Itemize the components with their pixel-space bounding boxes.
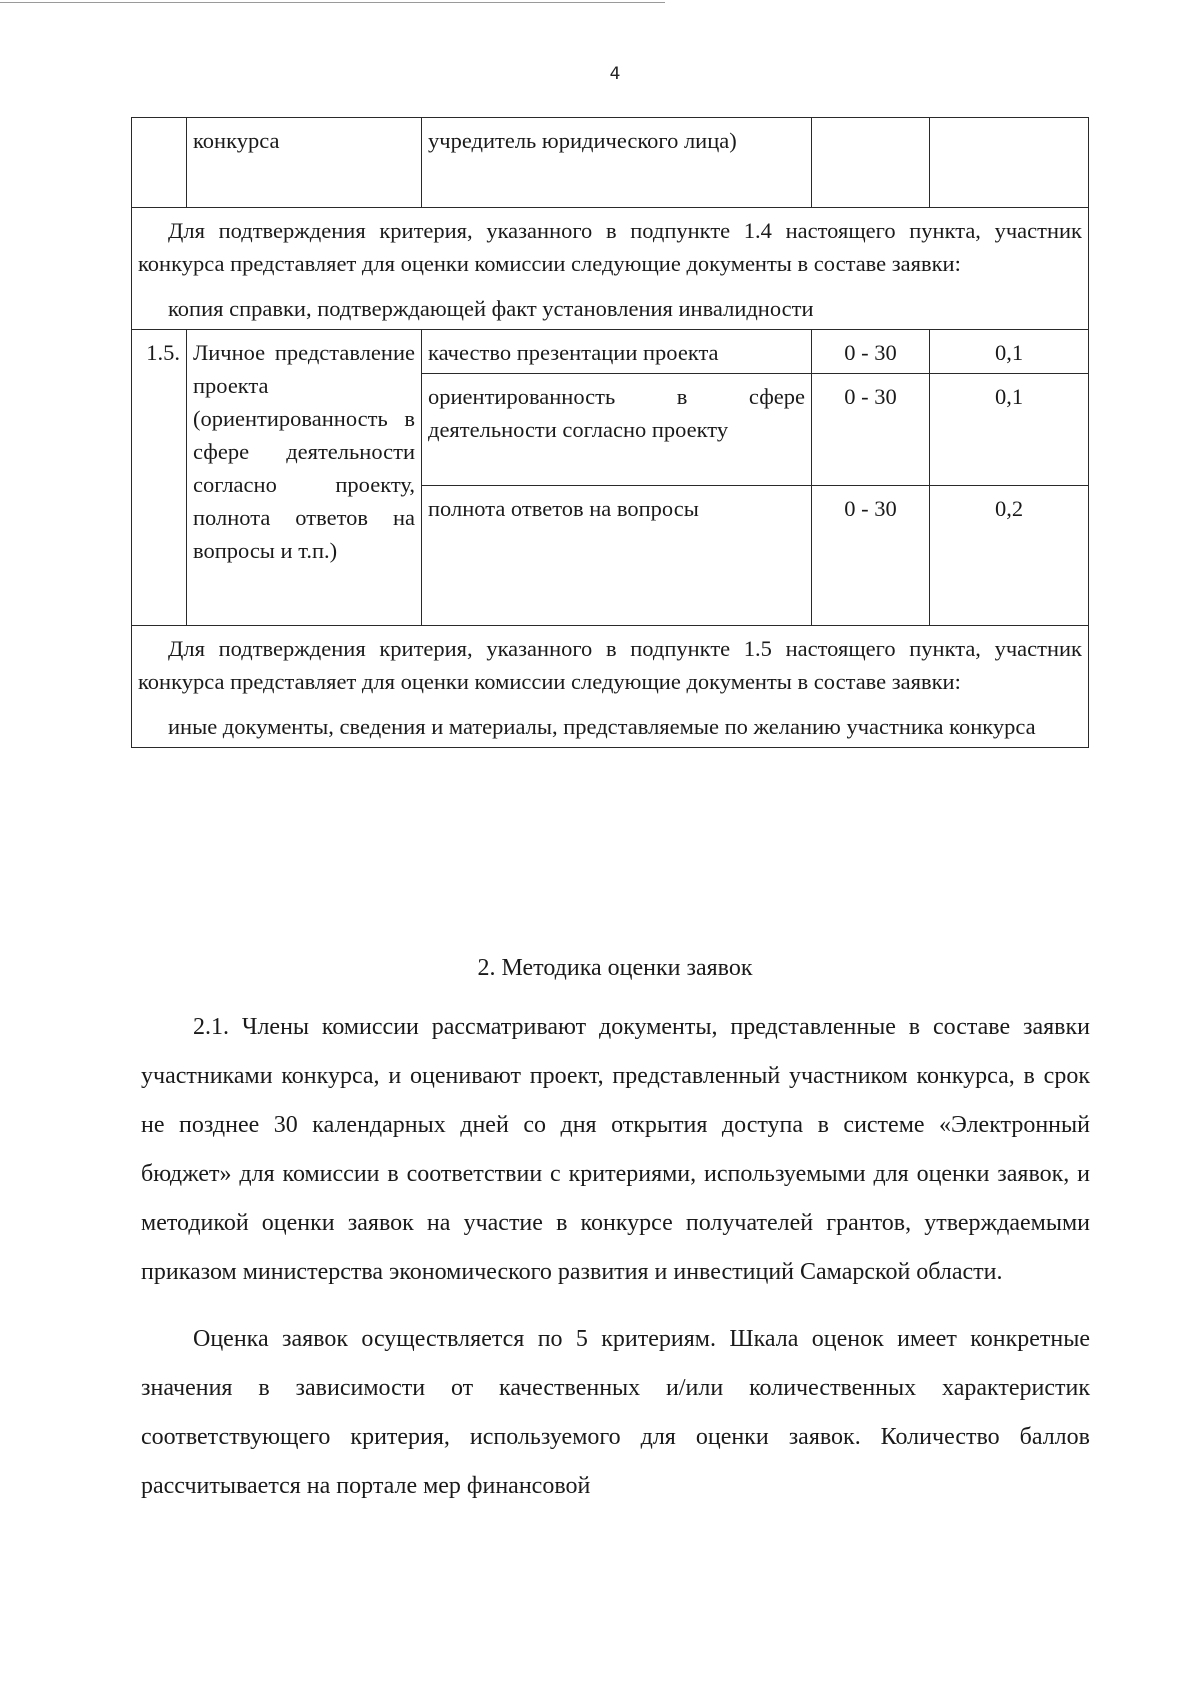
subcriterion-range: 0 - 30 [812, 330, 930, 374]
subcriterion-weight: 0,1 [930, 330, 1089, 374]
note-1-5-cell [132, 626, 1089, 748]
note-1-5-intro: Для подтверждения критерия, указанного в подпункте 1.5 настоящего пункта, участник конкурса представляет для оценки комиссии следующие документы в составе заявки: [138, 636, 1082, 694]
subcriterion-range: 0 - 30 [812, 374, 930, 486]
criterion-name: Личное представление проекта (ориентированность в сфере деятельности согласно проекту, полнота ответов на вопросы и т.п.) [187, 330, 422, 626]
table-row-note-1-5 [132, 626, 1089, 748]
subcriterion-label: полнота ответов на вопросы [422, 486, 812, 626]
section-title: 2. Методика оценки заявок [477, 955, 753, 981]
note-1-4-cell [132, 208, 1089, 330]
paragraph-assessment: Оценка заявок осуществляется по 5 критериям. Шкала оценок имеет конкретные значения в зависимости от качественных и/или количественных характеристик соответствующего критерия, используемого для оценки заявок. Количество баллов рассчитывается на портале мер финансовой [141, 1326, 1090, 1499]
cell-number-empty [132, 118, 187, 208]
paragraph-2-1: 2.1. Члены комиссии рассматривают документы, представленные в составе заявки участниками конкурса, и оценивают проект, представленный участником конкурса, в срок не позднее 30 календарных дней со дня открытия доступа в системе «Электронный бюджет» для комиссии в соответствии с критериями, используемыми для оценки заявок, и методикой оценки заявок на участие в конкурсе получателей грантов, утверждаемыми приказом министерства экономического развития и инвестиций Самарской области. [141, 1014, 1090, 1285]
criterion-number: 1.5. [132, 330, 187, 626]
cell-criterion-tail: конкурса [187, 118, 422, 208]
cell-weight-empty [930, 118, 1089, 208]
page-number: 4 [609, 64, 621, 84]
cell-subcriterion-tail: учредитель юридического лица) [422, 118, 812, 208]
scan-edge-line [0, 2, 665, 3]
note-1-4-document: копия справки, подтверждающей факт установления инвалидности [168, 296, 814, 321]
criteria-table [131, 117, 1089, 748]
table-row-note-1-4 [132, 208, 1089, 330]
subcriterion-weight: 0,1 [930, 374, 1089, 486]
note-1-4-intro: Для подтверждения критерия, указанного в подпункте 1.4 настоящего пункта, участник конкурса представляет для оценки комиссии следующие документы в составе заявки: [138, 218, 1082, 276]
subcriterion-label: качество презентации проекта [422, 330, 812, 374]
subcriterion-weight: 0,2 [930, 486, 1089, 626]
subcriterion-range: 0 - 30 [812, 486, 930, 626]
table-row-continuation [132, 118, 1089, 208]
table-row-1-5-a [132, 330, 1089, 374]
subcriterion-label: ориентированность в сфере деятельности согласно проекту [422, 374, 812, 486]
section-body [141, 1003, 1090, 1511]
note-1-5-document: иные документы, сведения и материалы, представляемые по желанию участника конкурса [168, 714, 1036, 739]
cell-range-empty [812, 118, 930, 208]
